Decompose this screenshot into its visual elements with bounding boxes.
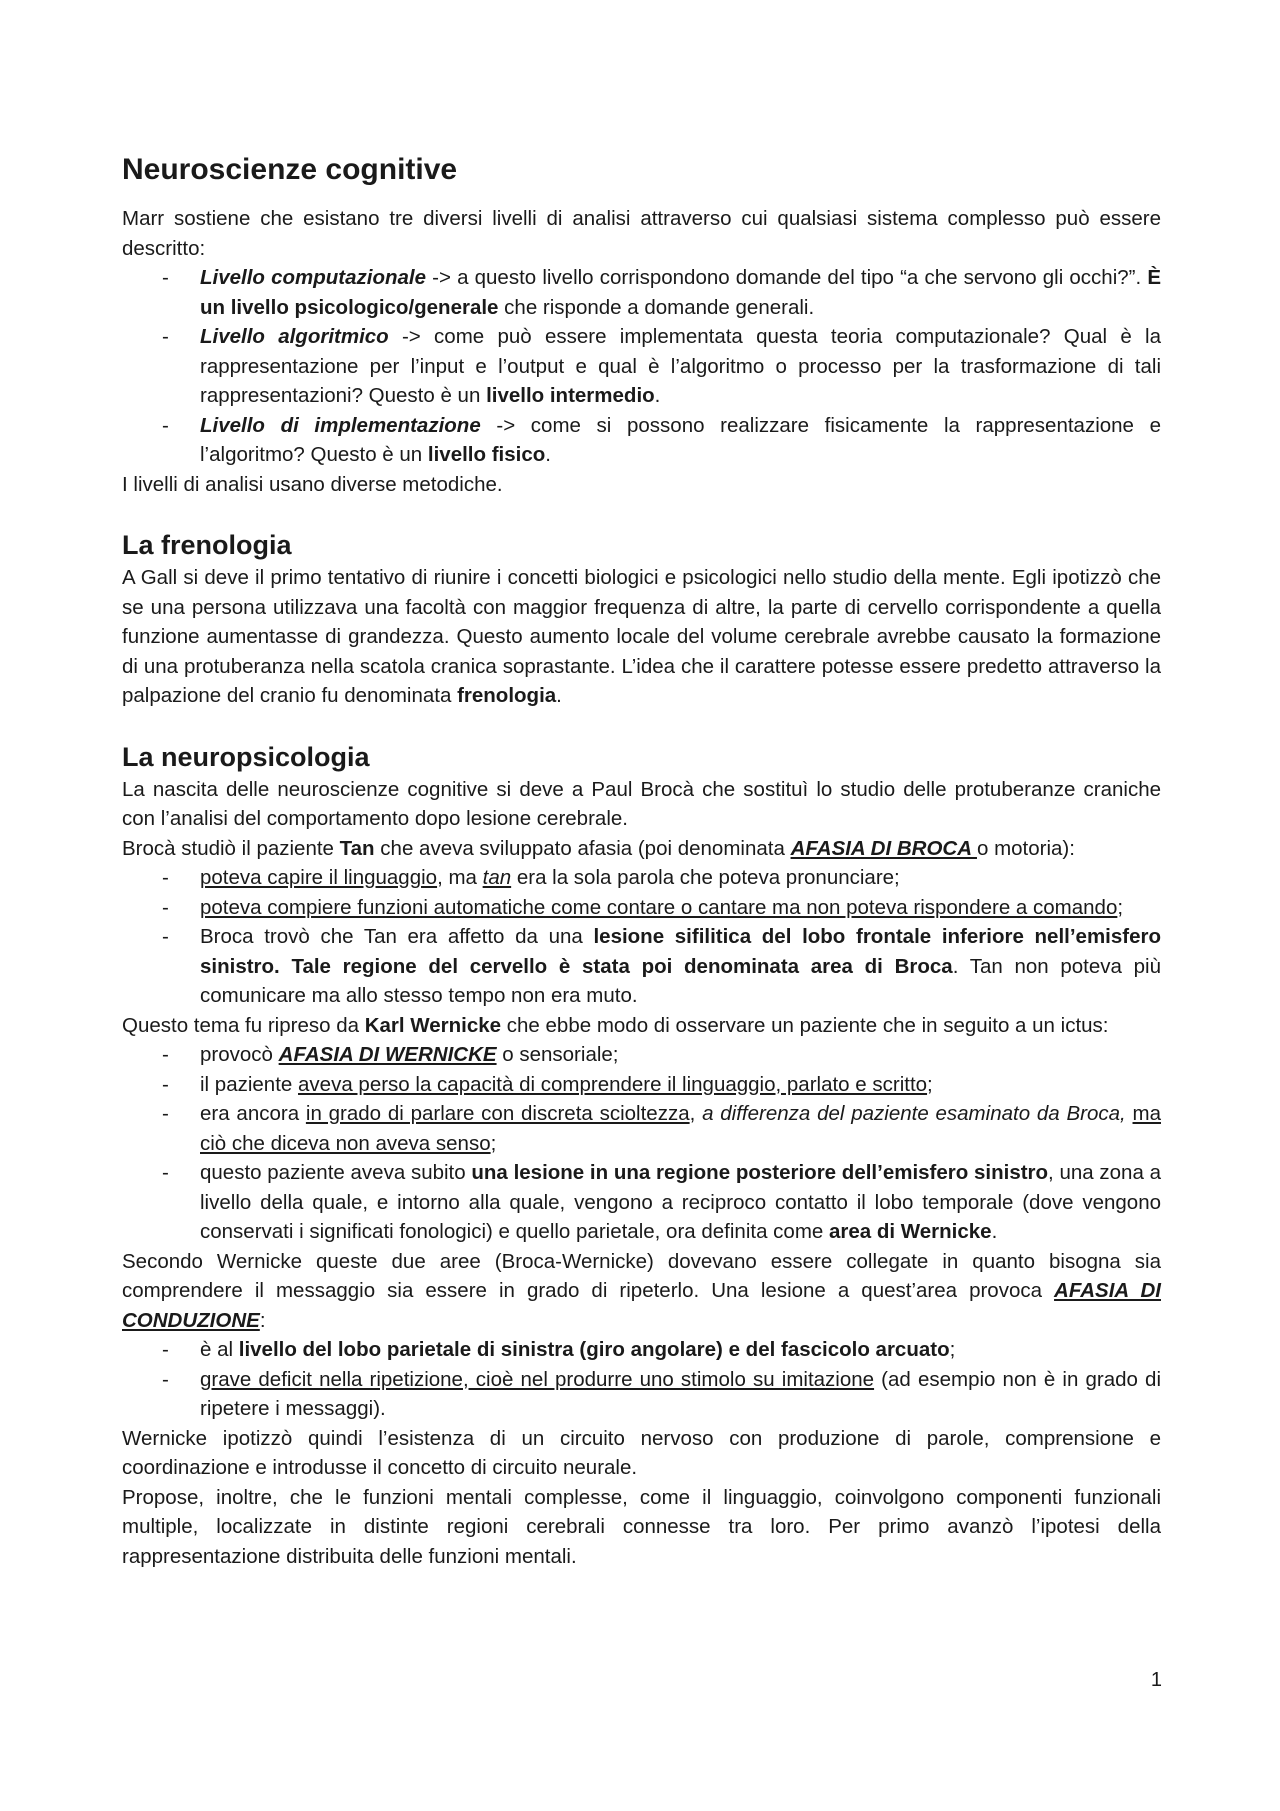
conduzione-list [122,1335,1161,1424]
wernicke-paragraph: Questo tema fu ripreso da Karl Wernicke che ebbe modo di osservare un paziente che in seguito a un ictus: [122,1013,1109,1037]
list-item: - poteva capire il linguaggio, ma tan era la sola parola che poteva pronunciare; [200,863,1161,893]
conduzione-paragraph: Secondo Wernicke queste due aree (Broca-Wernicke) dovevano essere collegate in quanto bisogna sia comprendere il messaggio sia essere in grado di ripeterlo. Una lesione a quest’area provoca AFASIA DI CONDUZIONE: [122,1249,1161,1332]
wernicke-list [122,1040,1161,1247]
neuropsicologia-intro: La nascita delle neuroscienze cognitive si deve a Paul Brocà che sostituì lo studio delle protuberanze craniche con l’analisi del comportamento dopo lesione cerebrale. [122,777,1161,830]
broca-paragraph: Brocà studiò il paziente Tan che aveva sviluppato afasia (poi denominata AFASIA DI BROCA o motoria): [122,836,1075,860]
page-number: 1 [1150,1669,1162,1691]
marr-levels-list [122,263,1161,470]
list-item: - grave deficit nella ripetizione, cioè nel produrre uno stimolo su imitazione (ad esempio non è in grado di ripetere i messaggi). [200,1365,1161,1424]
list-item: - provocò AFASIA DI WERNICKE o sensoriale; [200,1040,1161,1070]
marr-intro: Marr sostiene che esistano tre diversi livelli di analisi attraverso cui qualsiasi sistema complesso può essere descritto: [122,207,1161,260]
broca-list [122,863,1161,1011]
frenologia-paragraph: A Gall si deve il primo tentativo di riunire i concetti biologici e psicologici nello studio della mente. Egli ipotizzò che se una persona utilizzava una facoltà con maggior frequenza di altre, la parte di cervello corrispondente a quella funzione aumentasse di grandezza. Questo aumento locale del volume cerebrale avrebbe causato la formazione di una protuberanza nella scatola cranica soprastante. L’idea che il carattere potesse essere predetto attraverso la palpazione del cranio fu denominata frenologia. [122,566,1161,707]
list-item: - il paziente aveva perso la capacità di comprendere il linguaggio, parlato e scritto; [200,1070,1161,1100]
list-item: - Livello di implementazione -> come si possono realizzare fisicamente la rappresentazione e l’algoritmo? Questo è un livello fisico. [200,411,1161,470]
list-item: - è al livello del lobo parietale di sinistra (giro angolare) e del fascicolo arcuato; [200,1335,1161,1365]
distribuita-paragraph: Propose, inoltre, che le funzioni mentali complesse, come il linguaggio, coinvolgono componenti funzionali multiple, localizzate in distinte regioni cerebrali connesse tra loro. Per primo avanzò l’ipotesi della rappresentazione distribuita delle funzioni mentali. [122,1485,1161,1568]
list-item: - Broca trovò che Tan era affetto da una lesione sifilitica del lobo frontale inferiore nell’emisfero sinistro. Tale regione del cervello è stata poi denominata area di Broca. Tan non poteva più comunicare ma allo stesso tempo non era muto. [200,922,1161,1011]
list-item: - era ancora in grado di parlare con discreta scioltezza, a differenza del paziente esaminato da Broca, ma ciò che diceva non aveva senso; [200,1099,1161,1158]
marr-outro: I livelli di analisi usano diverse metodiche. [122,472,503,496]
list-item: - Livello computazionale -> a questo livello corrispondono domande del tipo “a che servono gli occhi?”. È un livello psicologico/generale che risponde a domande generali. [200,263,1161,322]
circuito-paragraph: Wernicke ipotizzò quindi l’esistenza di un circuito nervoso con produzione di parole, comprensione e coordinazione e introdusse il concetto di circuito neurale. [122,1426,1161,1479]
list-item: - Livello algoritmico -> come può essere implementata questa teoria computazionale? Qual è la rappresentazione per l’input e l’output e qual è l’algoritmo o processo per la trasformazione di tali rappresentazioni? Questo è un livello intermedio. [200,322,1161,411]
section-heading-neuropsicologia: La neuropsicologia [122,741,370,772]
list-item: - poteva compiere funzioni automatiche come contare o cantare ma non poteva rispondere a comando; [200,893,1161,923]
section-heading-frenologia: La frenologia [122,530,292,560]
list-item: - questo paziente aveva subito una lesione in una regione posteriore dell’emisfero sinistro, una zona a livello della quale, e intorno alla quale, vengono a reciproco contatto il lobo temporale (dove vengono conservati i significati fonologici) e quello parietale, ora definita come area di Wernicke. [200,1158,1161,1247]
page-title: Neuroscienze cognitive [122,153,458,186]
